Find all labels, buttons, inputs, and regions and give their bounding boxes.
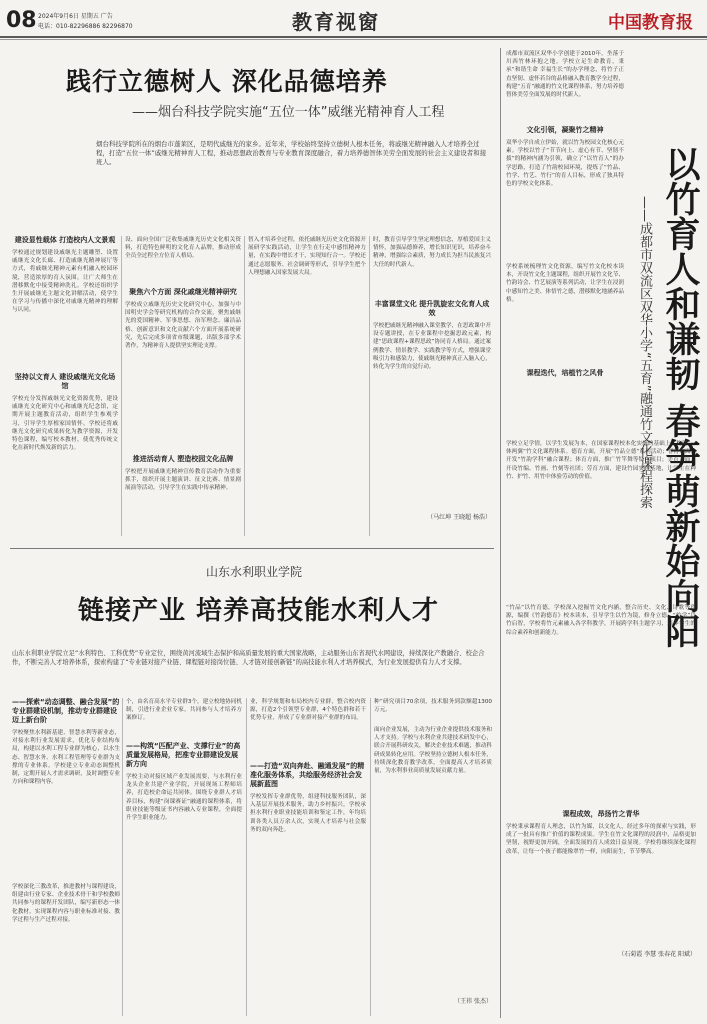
article1-col4-text1: 时，教育引导学生坚定理想信念，厚植爱国主义情怀，加强品德修养，增长知识见识，培养奋斗精神，增强综合素质，努力成长为担当民族复兴大任的时代新人。 [373,237,491,268]
article2-col1-text1: 学校聚焦水利新基建、智慧水利等新业态，对接水利行业发展需求，优化专业结构布局，构建以水利工程专业群为核心，以水生态、智慧水务、水利工程管理等专业群为支撑的专业体系。学校建立专业动态调整机制，定期开展人才需求调研，及时调整专业方向和课程内容。 [12,730,120,786]
col-separator [121,236,122,536]
article2-col1 [12,698,120,993]
article1-col2 [125,236,241,520]
article1-col2-text3: 学校把开展戚继光精神宣传教育活动作为重要抓手，组织开展主题演讲、征文比赛、情景剧展演等活动，引导学生在实践中传承精神。 [125,469,241,492]
article2-col3-head1: ——打造“双向奔赴、融通发展”的精准化服务体系，共绘服务经济社会发展新蓝图 [250,762,365,788]
article3-byline: （石菊霞 李慧 张春花 阳斌） [618,951,696,958]
article1-col3-text1: 智入才培养全过程，依托戚继光历史文化资源开展研学实践活动，让学生在行走中感悟精神力量，在实践中增长才干，实现知行合一。学校还通过志愿服务、社会调研等形式，引导学生把个人理想融入国家发展大局。 [248,237,366,276]
article1-col3 [248,236,366,536]
article2-col2-head1: ——构筑“匹配产业、支撑行业”的高质量发展格局，把准专业群建设发展新方向 [126,742,241,768]
article2-col3 [250,698,366,993]
article1-byline: （马红坤 王晓超 杨浩） [427,514,491,521]
article1-col1-text1: 学校通过规划建设戚继光主题雕塑、设置戚继光文化长廊、打造戚继光精神展厅等方式，将戚继光精神元素有机融入校园环境，营造浓厚的育人氛围，让广大师生在潜移默化中接受精神洗礼。学校还组织学生开展戚继光主题文化讲解活动，使学生在学习与传播中深化对戚继光精神的理解与认同。 [12,250,118,314]
col-separator [244,236,245,536]
newspaper-logo: 中国教育报 [608,13,693,33]
article1-col1-text2: 学校充分发挥戚继光文化资源优势，建设戚继光文化研究中心和戚继光纪念馆，定期开展主题教育活动，组织学生参观学习，引导学生厚植家国情怀。学校还将戚继光文化研究成果转化为教学资源，开发特色课程，编写校本教材，使优秀传统文化在新时代焕发新的活力。 [12,396,118,452]
article2-col2 [126,698,242,993]
article3-text6: 学校秉承课程育人理念，以竹为媒，以文化人，经过多年的探索与实践，形成了一批具有推广价值的课程成果。学生在竹文化课程的浸润中，品格更加坚韧，视野更加开阔，全面发展的育人成效日益显现。学校将继续深化课程改革，让每一个孩子都能像翠竹一样，向阳而生，节节攀高。 [506,824,696,855]
article3-text3: 学校系统梳理竹文化资源，编写竹文化校本读本，开设竹文化主题课程，组织开展竹文化节、竹韵诗会、竹艺展演等系列活动，让学生在浸润中感知竹之美、体悟竹之德，潜移默化地涵养品格。 [506,264,624,303]
article3-text1: 成都市双流区双华小学创建于2010年，坐落于川西竹林环抱之地。学校立足生命教育，秉承“和谐生命 幸福生长”的办学理念，将竹子正直坚韧、虚怀若谷的品格融入教育教学全过程，构建“五育”融通的竹文化课程体系，努力培养德智体美劳全面发展的时代新人。 [506,51,624,99]
col-separator [246,698,247,1016]
article2-lede: 山东水利职业学院立足“水利特色、工科优势”专业定位，围绕黄河流域生态保护和高质量发展的重大国家战略，主动服务山东省现代水网建设，持续深化产教融合、校企合作，不断完善人才培养体系，探索构建了“专业链对接产业链、课程链对接岗位链、人才链对接创新链”的高技能水利人才培养模式，为行业发展提供有力人才支撑。 [12,650,485,666]
article1-col2-text1: 设、面向全国广泛收集戚继光历史文化相关资料，打造特色鲜明的文化育人品牌，推动形成全员全过程全方位育人格局。 [125,237,241,260]
article3-head2: 课程迭代，培植竹之风骨 [526,369,604,377]
col-separator [369,236,370,536]
col-separator [122,698,123,1016]
article1-headline: 践行立德树人 深化品德培养 [66,67,388,96]
article3-text5: “竹品”以竹育德，学校深入挖掘竹文化内涵，整合历史、文化、诗歌等资源，编撰《竹韵德育》校本读本，引导学生以竹为镜，修身立德。“竹学”以竹启智，学校将竹元素融入各学科教学，开展跨学科主题学习，培养学生的综合素养和创新能力。 [506,605,696,636]
article3-head3: 课程成效，昂扬竹之青华 [562,810,640,818]
article1-col1-head1: 建设显性载体 打造校内人文景观 [14,236,116,244]
article2-col2-text1: 个，由名育高水平专业群3个，建立校地协同机制，引进行业企业专家，共同参与人才培养方案修订。 [126,699,242,722]
article3-col-bottom [506,440,696,958]
article3-head1: 文化引领，凝聚竹之精神 [526,126,604,134]
article1-subheadline: ——烟台科技学院实施“五位一体”威继光精神育人工程 [132,105,445,120]
article2-col4-text1: 种”研究项目70余项，技术服务到款额超1300万元。 [374,699,492,714]
article2-col4 [374,698,492,1005]
page-column-divider [500,48,501,1018]
article2-col1-head1: ——探索“动态调整、融合发展”的专业群建设机制，推动专业群建设迈上新台阶 [12,698,120,724]
article2-byline: （王祎 张杰） [454,998,492,1005]
article1-col4-head1: 丰富课堂文化 提升凯旋宏文化育人成效 [374,300,490,317]
article1-col1-head2: 坚持以文育人 建设戚继光文化场馆 [14,373,116,390]
masthead-rule-thin [0,39,707,40]
article2-col4-text2: 面向企业发展，主动为行业企业提供技术服务和人才支持。学校与水利企业共建技术研发中心，联合开展科研攻关，解决企业技术难题，推动科研成果转化应用。学校坚持立德树人根本任务，持续深化教育教学改革，全面提高人才培养质量，为水利事业高质量发展贡献力量。 [374,727,492,775]
article1-col1 [12,236,118,565]
article1-col2-text2: 学校成立戚继光历史文化研究中心，加强与中国明史学会等研究机构的合作交流，聚焦戚继光的爱国精神、军事思想、治军理念、廉洁品格、创新意识和文化贡献六个方面开展系统研究，先后完成多项省市级课题，出版多部学术著作，为精神育人提供坚实理论支撑。 [125,302,241,350]
col-separator [370,698,371,1016]
editor-line: 电话：010-82296886 82296870 [38,23,133,30]
article2-kicker: 山东水利职业学院 [206,565,303,579]
article2-col3-text2: 学校发挥专业群优势，组建科技服务团队，深入基层开展技术服务，助力乡村振兴。学校承担水利行业职业技能培训和鉴定工作，年均培训各类人员万余人次，实现人才培养与社会服务的双向奔赴。 [250,794,366,833]
article3-subheadline: ——成都市双流区双华小学“五育”融通竹文化课程探索 [637,196,652,509]
article3-text4: 学校立足学情，以学生发展为本，在国家课程校本化实施的基础上，构建“一体两翼”竹文化课程体系。德育方面，开展“竹品立德”系列活动；智育方面，开发“竹韵学科”融合课程；体育方面，推广竹竿舞等特色项目；美育方面，开设竹编、竹画、竹刻等社团；劳育方面，建设竹园实践基地，让学生在种竹、护竹、用竹中体验劳动的价值。 [506,441,696,480]
article2-col2-text2: 学校主动对接区域产业发展需要，与水利行业龙头企业共建产业学院，开展现场工程师培养，打造校企命运共同体。围绕专业群人才培养目标，构建“岗课赛证”融通的课程体系，将职业技能等级证书内容融入专业课程，全面提升学生职业能力。 [126,774,242,822]
date-line: 2024年9月6日 星期五 广告 [38,13,113,20]
masthead-rule [0,36,707,38]
article2-headline: 链接产业 培养高技能水利人才 [78,596,440,626]
article3-headline: 以竹育人和谦韧 春笋萌新始向阳 [660,146,701,649]
page-number: 08 [6,8,37,33]
article1-col2-head2: 推进活动育人 塑造校园文化品牌 [132,455,234,463]
article3-text2: 双华小学自成立伊始，就以竹为校园文化核心元素。学校以竹子“节节向上、虚心有节、坚韧不拔”的精神内涵为引领，确立了“以竹育人”的办学思路，打造了竹韵校园环境，提炼了“竹品、竹学、竹艺、竹行”的育人目标，形成了独具特色的学校文化体系。 [506,140,624,188]
article-divider [10,548,494,549]
article1-col2-head1: 聚焦六个方面 深化戚继光精神研究 [129,288,237,296]
article2-col1-text2: 学校深化三教改革，推进教材与课程建设，组建由行业专家、企业技术骨干和学校教师共同参与的课程开发团队，编写新形态一体化教材，实现课程内容与职业标准对接、教学过程与生产过程对接。 [12,884,120,923]
article2-col3-text1: 业，科学规划和布局校内专业群，整合校内资源，打造2个引领型专业群，4个特色群和若干优势专业，形成了专业群对接产业群的布局。 [250,699,366,722]
article1-lede: 烟台科技学院所在的烟台市蓬莱区，是明代戚继光的家乡。近年来，学校始终坚持立德树人根本任务，将戚继光精神融入人才培养全过程，打造“五位一体”戚继光精神育人工程，推动思想政治教育与专业教育深度融合，着力培养德智体美劳全面发展的社会主义建设者和接班人。 [96,140,487,166]
section-title: 教育视窗 [292,10,380,34]
article1-col4 [373,236,491,521]
article3-col-top [506,50,624,378]
article1-col4-text2: 学校把戚继光精神融入课堂教学，在思政课中开设专题讲授，在专业课程中挖掘思政元素，构建“思政课程+课程思政”协同育人格局。通过案例教学、情景教学、实践教学等方式，增强课堂吸引力和感染力，使戚继光精神真正入脑入心，转化为学生的自觉行动。 [373,323,491,371]
